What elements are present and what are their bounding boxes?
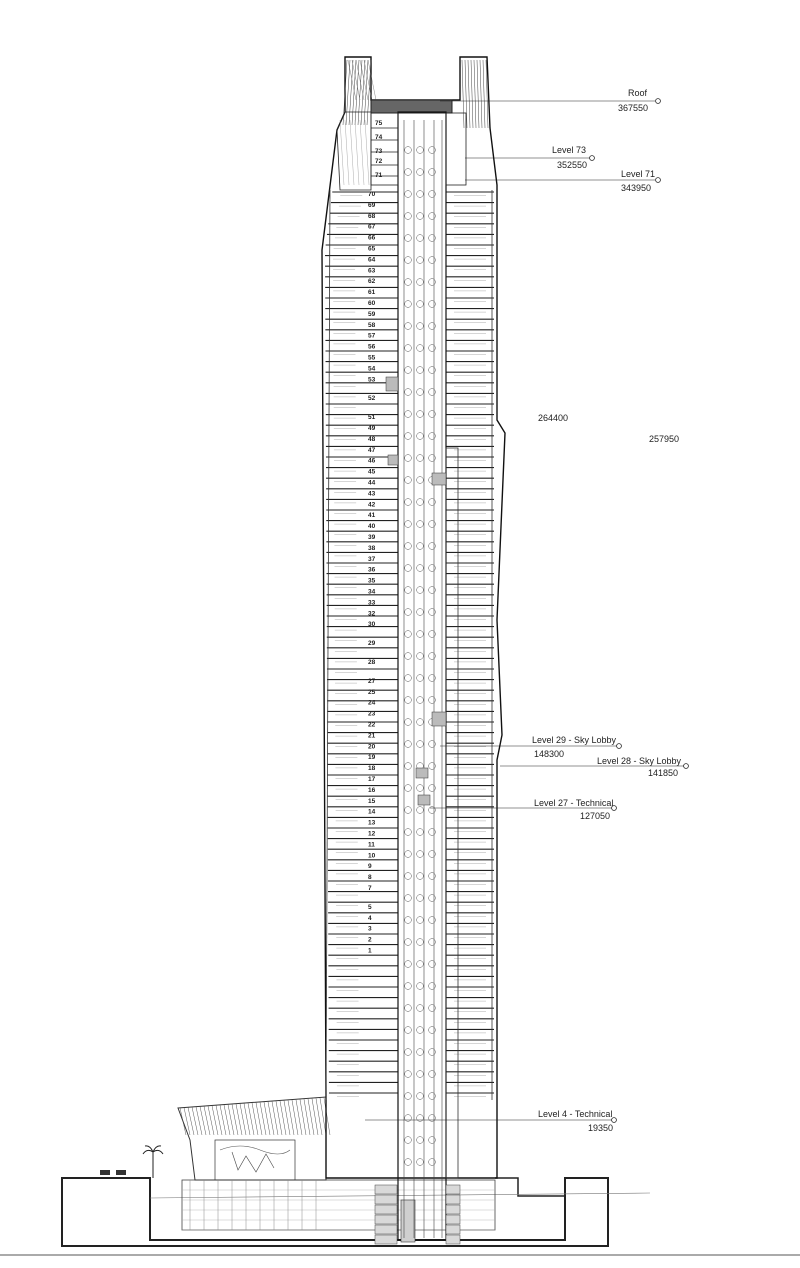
lift-marker [429,301,436,308]
lift-marker [417,829,424,836]
elevation-name: Roof [628,88,648,98]
crown-hatch-line [360,120,364,185]
core-pit [401,1200,415,1242]
lift-marker [417,631,424,638]
lift-marker [405,1115,412,1122]
floor-number-label: 2 [368,936,372,944]
lift-marker [429,499,436,506]
lift-marker [429,389,436,396]
floor-number-label: 46 [368,457,376,465]
lift-marker [405,235,412,242]
lift-marker [417,697,424,704]
lift-marker [417,939,424,946]
basement-core-block [446,1205,460,1214]
lift-marker [405,1049,412,1056]
lift-marker [429,785,436,792]
basement-core-block [375,1215,397,1224]
floor-number-label: 41 [368,512,376,520]
floor-number-label: 38 [368,544,376,552]
floor-number-label: 74 [375,134,383,141]
lift-marker [417,191,424,198]
elevation-name: Level 29 - Sky Lobby [532,735,617,745]
floor-number-label: 66 [368,234,376,242]
floor-number-label: 68 [368,212,376,220]
basement-core-block [375,1185,397,1194]
lift-marker [429,367,436,374]
lift-marker [417,147,424,154]
lift-marker [405,873,412,880]
lift-marker [417,1005,424,1012]
lift-marker [417,785,424,792]
floor-number-label: 23 [368,710,376,718]
lift-marker [405,279,412,286]
podium-art-detail [232,1152,274,1172]
lift-marker [405,917,412,924]
crown-hatch-line [355,120,359,185]
elevation-value: 352550 [557,160,588,170]
floor-number-label: 47 [368,446,376,454]
lift-marker [417,367,424,374]
lift-marker [405,741,412,748]
floor-number-label: 58 [368,321,376,329]
lift-marker [429,587,436,594]
lift-marker [417,323,424,330]
elevation-value: 343950 [621,183,652,193]
hatched-core-block [388,455,398,465]
floor-number-label: 28 [368,659,376,666]
floor-number-label: 57 [368,332,376,340]
floor-number-label: 39 [368,534,376,541]
crown-hatch-line [480,60,482,128]
elevation-name: Level 4 - Technical [538,1109,613,1119]
lift-marker [429,763,436,770]
floor-number-label: 42 [368,501,376,509]
podium-interior-detail [190,1140,316,1230]
lift-marker [405,1159,412,1166]
lift-marker [429,565,436,572]
lift-marker [405,1071,412,1078]
floor-number-label: 65 [368,245,376,253]
floor-number-label: 45 [368,468,376,476]
floor-number-label: 75 [375,120,383,127]
floor-number-label: 30 [368,621,376,629]
lift-marker [405,1005,412,1012]
lift-marker [429,323,436,330]
roof-plant-block [371,100,452,113]
lift-marker [429,851,436,858]
lift-marker [417,675,424,682]
lift-marker [429,895,436,902]
dimension-label: 257950 [649,434,680,444]
elevation-value: 148300 [534,749,565,759]
lift-marker [405,169,412,176]
floor-number-label: 52 [368,395,376,403]
lift-marker [417,499,424,506]
floor-number-label: 36 [368,566,376,574]
lift-marker [429,653,436,660]
lift-marker [429,983,436,990]
floor-number-label: 60 [368,300,376,307]
grade-line [150,1193,650,1198]
lift-marker [405,499,412,506]
lift-marker [417,1027,424,1034]
dimension-label: 264400 [538,413,569,423]
lift-marker [405,389,412,396]
lift-marker [429,235,436,242]
lift-marker [405,609,412,616]
lift-marker [417,279,424,286]
lift-marker [429,411,436,418]
lift-marker [417,983,424,990]
floor-number-label: 49 [368,425,376,432]
lift-marker [429,939,436,946]
lift-marker [405,191,412,198]
lift-marker [405,301,412,308]
lift-marker [429,917,436,924]
lift-marker [417,169,424,176]
floor-number-label: 11 [368,841,375,849]
floor-number-label: 34 [368,588,376,596]
lift-marker [417,851,424,858]
lift-marker [405,675,412,682]
elevation-value: 127050 [580,811,611,821]
lift-marker [417,1137,424,1144]
lift-marker [417,807,424,814]
lift-marker [417,1093,424,1100]
lift-marker [405,983,412,990]
lift-marker [405,697,412,704]
crown-hatch-line [368,60,376,100]
lift-marker [429,873,436,880]
lift-marker [429,741,436,748]
floor-number-label: 10 [368,852,376,860]
lift-marker [405,411,412,418]
lift-marker [405,543,412,550]
floor-number-label: 69 [368,201,376,209]
crown-hatch-line [483,60,485,128]
floor-number-label: 9 [368,863,372,871]
basement-outline [62,1178,608,1246]
lift-marker [405,345,412,352]
floor-number-label: 62 [368,278,376,286]
lift-marker [429,1093,436,1100]
crown-hatch-line [474,60,476,128]
lift-marker [405,631,412,638]
lift-marker [429,521,436,528]
floor-number-label: 61 [368,289,376,297]
floor-number-label: 59 [368,310,376,318]
floor-number-label: 51 [368,414,376,422]
lift-marker [405,851,412,858]
lift-marker [417,1115,424,1122]
lift-marker [405,455,412,462]
floor-number-label: 29 [368,640,376,648]
service-shaft [446,448,458,1178]
floor-number-label: 35 [368,577,376,585]
lift-marker [429,1049,436,1056]
floor-number-label: 53 [368,376,376,384]
floor-number-label: 24 [368,699,376,707]
floor-number-label: 40 [368,523,376,531]
floor-number-label: 4 [368,914,372,922]
lift-marker [429,257,436,264]
floor-number-label: 55 [368,354,376,362]
lift-marker [405,807,412,814]
hatched-core-block [432,712,446,726]
lift-marker [417,345,424,352]
basement-core-block [446,1235,460,1244]
elevation-value: 141850 [648,768,679,778]
lift-marker [429,147,436,154]
lift-marker [417,301,424,308]
lift-marker [429,345,436,352]
floor-number-label: 14 [368,808,376,816]
basement-core-block [375,1205,397,1214]
floor-number-label: 73 [375,148,383,155]
lift-marker [405,521,412,528]
lift-marker [405,961,412,968]
floor-number-label: 56 [368,343,376,351]
floor-number-label: 63 [368,267,376,275]
floor-number-label: 48 [368,435,376,443]
lift-marker [429,1159,436,1166]
floor-number-label: 71 [375,172,383,179]
crown-left-panel [337,112,371,190]
floor-number-label: 7 [368,885,372,892]
floor-number-label: 13 [368,819,376,827]
crown-hatch-line [462,60,464,128]
lift-marker [405,1137,412,1144]
floor-number-label: 15 [368,797,376,805]
lift-marker [405,213,412,220]
crown-hatch-line [345,120,349,185]
floor-number-label: 17 [368,776,376,783]
lift-marker [429,829,436,836]
lift-marker [405,367,412,374]
crown-hatch-line [468,60,470,128]
lift-marker [429,279,436,286]
lift-marker [417,1049,424,1056]
floor-number-label: 25 [368,688,376,696]
elevator-core [371,112,466,1244]
basement-core-block [446,1185,460,1194]
lift-marker [417,1159,424,1166]
hatched-core-block [386,377,398,391]
lift-marker [429,543,436,550]
elevation-name: Level 27 - Technical [534,798,614,808]
lift-marker [417,587,424,594]
podium-outline [178,1097,326,1180]
basement-core-block [446,1225,460,1234]
elevation-marker-roof [440,88,660,113]
lift-marker [405,653,412,660]
crown-hatch-line [350,120,354,185]
lift-marker [429,1071,436,1078]
basement-core-block [375,1225,397,1234]
elevation-name: Level 71 [621,169,656,179]
floor-number-label: 1 [368,947,372,955]
lift-marker [417,917,424,924]
basement-core-block [446,1195,460,1204]
lift-marker [429,1005,436,1012]
lift-marker [429,433,436,440]
lift-marker [417,895,424,902]
floor-number-label: 44 [368,479,376,487]
inner-facade-line [326,190,330,1100]
lift-marker [417,213,424,220]
podium-ceiling-curve [220,1146,290,1154]
crown-hatch-line [340,120,344,185]
lift-marker [417,477,424,484]
elevation-marker-level-71 [465,169,660,193]
lift-marker [429,455,436,462]
hatched-core-block [418,795,430,805]
podium-roof-hatch [180,1098,330,1135]
elevation-name: Level 73 [552,145,587,155]
lift-marker [405,939,412,946]
lift-marker [405,763,412,770]
elevation-marker-level-4 [365,1109,616,1133]
lift-marker [429,697,436,704]
lift-marker [405,147,412,154]
lift-marker [429,169,436,176]
tower-outline [322,57,505,1178]
crown-hatch-line [471,60,473,128]
car-icon [100,1170,126,1175]
lift-marker [429,609,436,616]
floor-number-label: 16 [368,786,376,794]
elevation-marker-level-73 [465,145,594,170]
lift-marker [417,961,424,968]
crown-hatch-line [477,60,479,128]
floor-number-label: 19 [368,754,376,762]
lift-marker [417,873,424,880]
floor-number-label: 67 [368,223,376,231]
lift-marker [417,1071,424,1078]
floor-number-label: 37 [368,555,376,563]
floor-number-label: 64 [368,256,376,264]
floor-number-label: 3 [368,925,372,933]
basement-core-block [375,1235,397,1244]
floor-number-label: 54 [368,365,376,373]
palm-tree-icon [143,1146,163,1178]
hatched-core-block [416,768,428,778]
hatched-core-block [432,473,446,485]
podium-hall [215,1140,295,1180]
elevation-value: 19350 [588,1123,614,1133]
crown-hatch-line [365,120,369,185]
basement-core-block [375,1195,397,1204]
basement-right-step [495,1178,565,1196]
floor-number-label: 72 [375,158,383,165]
floor-number-label: 12 [368,830,376,838]
lift-marker [405,565,412,572]
floor-number-label: 27 [368,677,376,685]
lift-marker [417,741,424,748]
lift-marker [429,961,436,968]
lift-marker [417,521,424,528]
lift-marker [417,719,424,726]
lift-marker [429,1137,436,1144]
lift-marker [405,323,412,330]
lift-marker [405,895,412,902]
floor-slabs [325,190,494,1100]
elevation-value: 367550 [618,103,649,113]
floor-number-label: 5 [368,903,372,911]
floor-number-label: 20 [368,743,376,751]
lift-marker [417,235,424,242]
floor-number-label: 33 [368,599,376,607]
lift-marker [405,829,412,836]
lift-marker [417,653,424,660]
lift-marker [429,1027,436,1034]
lift-marker [405,257,412,264]
lift-marker [417,389,424,396]
crown-hatch [337,60,488,190]
lift-marker [429,213,436,220]
floor-number-label: 21 [368,732,376,740]
elevation-marker-level-28 [500,756,688,778]
lift-marker [405,719,412,726]
floor-number-label: 18 [368,765,376,773]
lift-marker [417,411,424,418]
lift-marker [417,257,424,264]
lift-marker [417,455,424,462]
lift-marker [405,587,412,594]
lift-marker [429,191,436,198]
lift-marker [429,1115,436,1122]
lift-marker [405,1027,412,1034]
floor-number-label: 32 [368,610,376,618]
lift-marker [417,543,424,550]
lift-marker [429,631,436,638]
floor-number-label: 70 [368,191,376,198]
basement-core-block [446,1215,460,1224]
floor-number-label: 43 [368,490,376,498]
lift-marker [405,1093,412,1100]
lift-marker [405,785,412,792]
lift-marker [417,565,424,572]
floor-number-label: 22 [368,721,376,729]
elevation-name: Level 28 - Sky Lobby [597,756,682,766]
lift-marker [429,807,436,814]
top-room [446,113,466,185]
lift-marker [417,609,424,616]
floor-number-label: 8 [368,874,372,882]
lift-marker [429,675,436,682]
lift-marker [417,433,424,440]
lift-marker [405,477,412,484]
lift-marker [405,433,412,440]
elevation-marker-level-29 [440,735,621,759]
